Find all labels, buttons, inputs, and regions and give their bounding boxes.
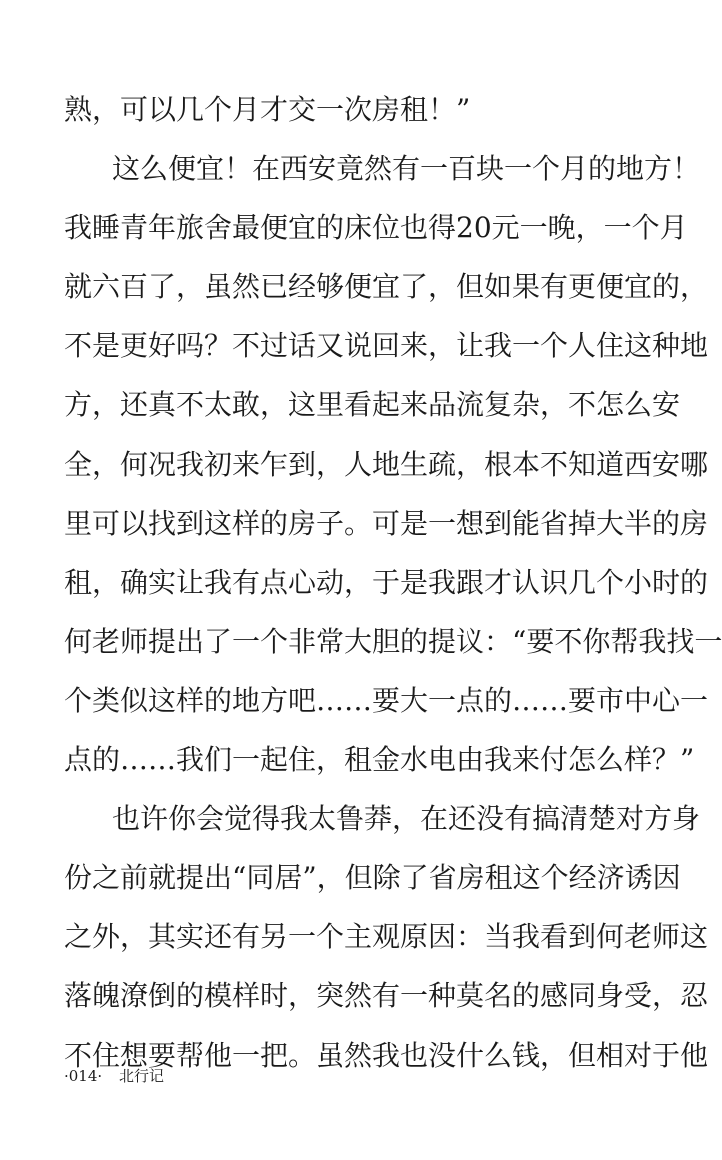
text-line: 不住想要帮他一把。虽然我也没什么钱，但相对于他: [64, 1038, 709, 1072]
text-line: 落魄潦倒的模样时，突然有一种莫名的感同身受，忍: [64, 979, 709, 1013]
text-line: 之外，其实还有另一个主观原因：当我看到何老师这: [64, 920, 709, 954]
text-line: 不是更好吗？不过话又说回来，让我一个人住这种地: [64, 329, 709, 363]
text-line: 这么便宜！在西安竟然有一百块一个月的地方！: [112, 152, 701, 186]
text-line: 全，何况我初来乍到，人地生疏，根本不知道西安哪: [64, 447, 709, 481]
text-line: 方，还真不太敢，这里看起来品流复杂，不怎么安: [64, 388, 681, 422]
body-text: [64, 80, 722, 1085]
page-number: ·014·: [64, 1067, 103, 1085]
text-line: 何老师提出了一个非常大胆的提议：“要不你帮我找一: [64, 624, 722, 658]
text-line: 就六百了，虽然已经够便宜了，但如果有更便宜的，: [64, 270, 709, 304]
text-line: 我睡青年旅舍最便宜的床位也得20元一晚，一个月: [64, 211, 688, 245]
text-line: 里可以找到这样的房子。可是一想到能省掉大半的房: [64, 506, 709, 540]
book-title: 北行记: [118, 1067, 164, 1085]
text-line: 熟，可以几个月才交一次房租！”: [64, 93, 471, 126]
text-line: 租，确实让我有点心动，于是我跟才认识几个小时的: [64, 565, 709, 599]
text-line: 个类似这样的地方吧……要大一点的……要市中心一: [64, 683, 709, 717]
page-footer: [64, 1064, 164, 1088]
text-line: 份之前就提出“同居”，但除了省房租这个经济诱因: [64, 861, 681, 895]
text-line: 也许你会觉得我太鲁莽，在还没有搞清楚对方身: [112, 802, 701, 836]
text-line: 点的……我们一起住，租金水电由我来付怎么样？”: [64, 743, 695, 777]
